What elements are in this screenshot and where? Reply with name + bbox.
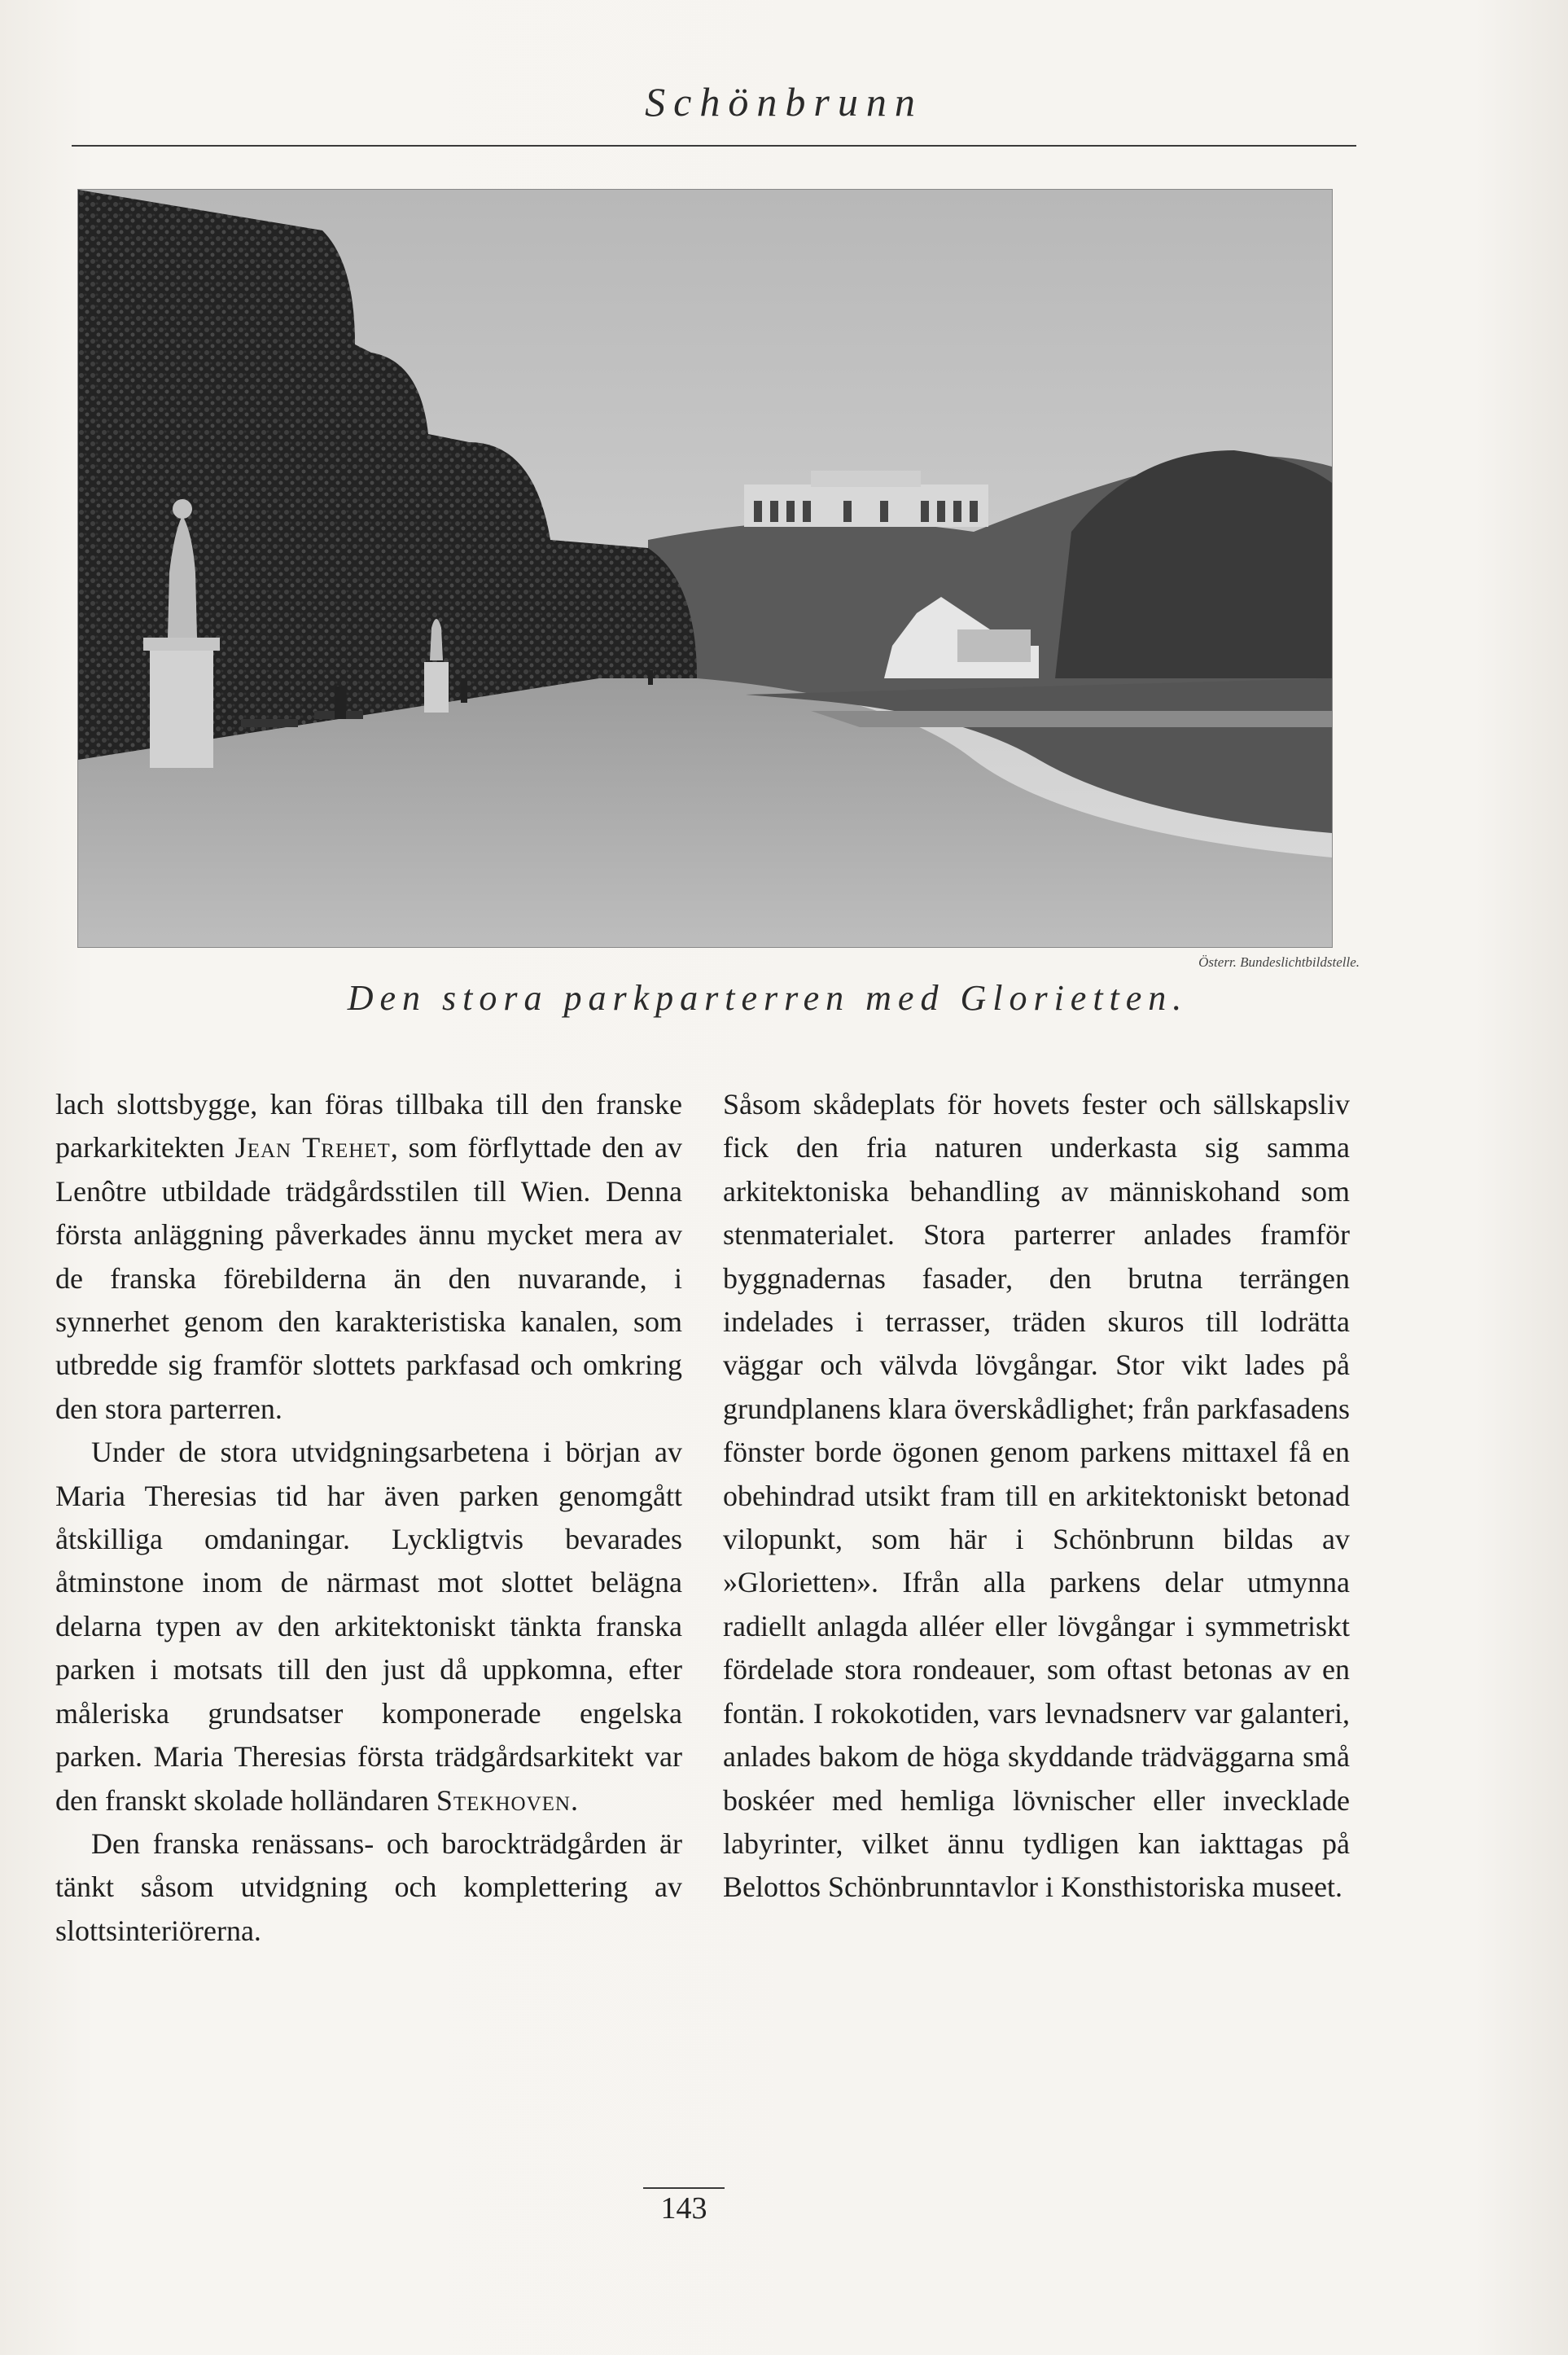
photo-park-parterre-gloriette (77, 189, 1333, 948)
header-divider (72, 145, 1356, 147)
paragraph: Den franska renässans- och barockträdgården är tänkt såsom utvidgning och komplettering av slottsinteriörerna. (55, 1827, 682, 1947)
footer-divider (643, 2187, 725, 2189)
photo-credit: Österr. Bundeslichtbildstelle. (1198, 954, 1360, 970)
text-run: lach slottsbygge, kan föras tillbaka till den franske parkarkitekten (55, 1088, 682, 1164)
paragraph (55, 1431, 682, 1822)
photo-illustration (78, 190, 1332, 947)
text-run: Under de stora utvidgningsarbetena i början av Maria Theresias tid har även parken genomgått åtskilliga omdaningar. Lyckligtvis bevarades åtminstone inom de närmast mot slottet belägna delarna typen av den arkitektoniskt tänkta franska parken i motsats till den just då uppkomna, efter måleriska grundsatser komponerade engelska parken. Maria Theresias första trädgårdsarkitekt var den franskt skolade holländaren (55, 1436, 682, 1817)
text-run: , som förflyttade den av Lenôtre utbildade trädgårdsstilen till Wien. Denna första anläggning påverkades ännu mycket mera av de franska förebilderna än den nuvarande, i synnerhet genom den karakteristiska kanalen, som utbredde sig framför slottets parkfasad och omkring den stora parterren. (55, 1131, 682, 1425)
text-run: . (570, 1783, 578, 1817)
running-header-title: Schönbrunn (645, 79, 923, 125)
text-column-right (723, 1083, 1350, 1910)
figure-caption: Den stora parkparterren med Glorietten. (347, 978, 1189, 1018)
paragraph (55, 1083, 682, 1431)
person-name: Jean Trehet (234, 1131, 391, 1164)
page-number: 143 (660, 2191, 707, 2226)
person-name: Stekhoven (436, 1783, 571, 1817)
text-column-left (55, 1083, 682, 1953)
paragraph: Såsom skådeplats för hovets fester och sällskapsliv fick den fria naturen underkasta sig samma arkitektoniska behandling av människohand som stenmaterialet. Stora parterrer anlades framför byggnadernas fasader, den brutna terrängen indelades i terrasser, träden skuros till lodrätta väggar och välvda lövgångar. Stor vikt lades på grundplanens klara överskådlighet; från parkfasadens fönster borde ögonen genom parkens mittaxel få en obehindrad utsikt fram till en arkitektoniskt betonad vilopunkt, som här i Schönbrunn bildas av »Glorietten». Ifrån alla parkens delar utmynna radiellt anlagda alléer eller lövgångar i symmetriskt fördelade stora rondeauer, som oftast betonas av en fontän. I rokokotiden, vars levnadsnerv var galanteri, anlades bakom de höga skyddande trädväggarna små boskéer med hemliga lövnischer eller invecklade labyrinter, vilket ännu tydligen kan iakttagas på Belottos Schönbrunntavlor i Konsthistoriska museet. (723, 1088, 1350, 1904)
